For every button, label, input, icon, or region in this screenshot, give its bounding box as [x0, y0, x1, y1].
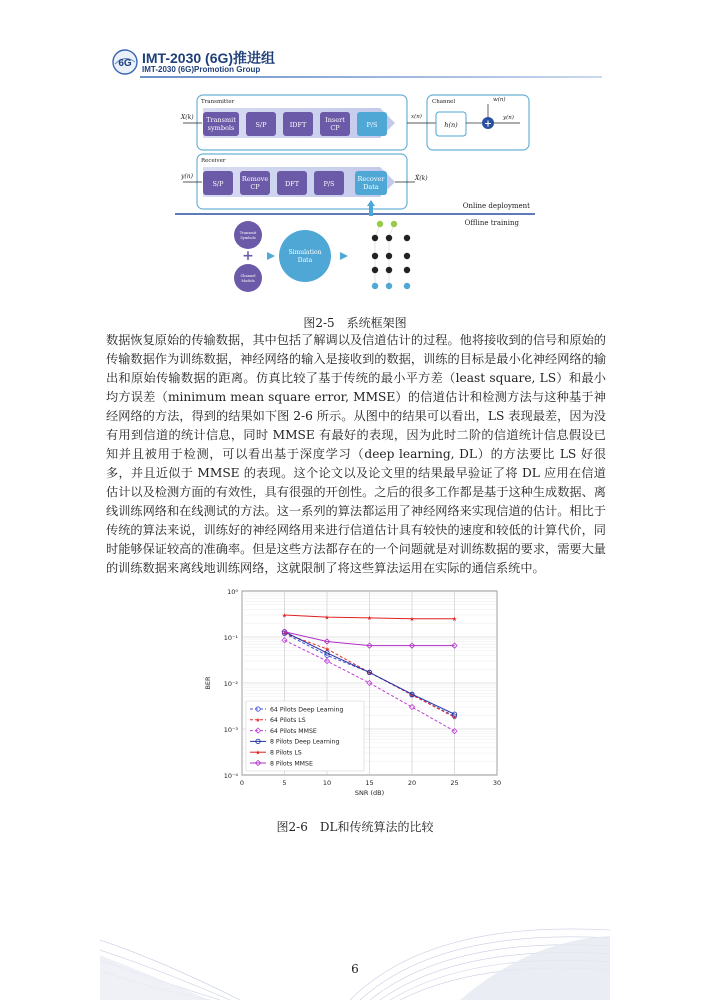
neural-network-icon [372, 221, 410, 289]
legend-entry: 8 Pilots MMSE [270, 760, 313, 768]
svg-text:Data: Data [297, 257, 313, 264]
x-tick-label: 25 [450, 779, 459, 787]
transmit-symbols-node [234, 221, 262, 249]
header-divider [140, 76, 602, 78]
legend-entry: 64 Pilots LS [270, 717, 306, 725]
header-subtitle: IMT-2030 (6G)Promotion Group [142, 65, 261, 74]
svg-text:Remove: Remove [241, 175, 269, 183]
receiver-label: Receiver [201, 158, 226, 164]
data-point: ★ [366, 615, 373, 623]
data-point: ★ [324, 646, 330, 654]
system-framework-diagram [175, 90, 535, 305]
x-tick-label: 10 [322, 779, 332, 787]
footer-wave-decoration [100, 900, 610, 1000]
y-tick-label: 10⁻² [223, 680, 238, 688]
legend-entry: 8 Pilots LS [270, 749, 302, 757]
y-tick-label: 10⁻¹ [223, 634, 238, 642]
data-point: ★ [281, 630, 288, 638]
data-point: ★ [409, 692, 415, 700]
data-point: ★ [324, 614, 330, 622]
svg-text:Recover: Recover [357, 175, 385, 183]
y-axis-label: BER [204, 676, 212, 690]
offline-label: Offline training [464, 219, 519, 227]
channel-in-label: x(n) [411, 114, 422, 120]
transmitter-label: Transmitter [201, 99, 235, 105]
online-label: Online deployment [462, 202, 530, 210]
rx-output-label: X̂(k) [415, 175, 428, 182]
legend-entry: 64 Pilots MMSE [270, 727, 317, 735]
arrow-icon [267, 252, 275, 260]
svg-text:S/P: S/P [255, 121, 267, 129]
svg-text:CP: CP [330, 124, 340, 132]
header-title: IMT-2030 (6G)推进组 [142, 50, 276, 66]
x-tick-label: 30 [492, 779, 502, 787]
legend-entry: 64 Pilots Deep Learning [270, 706, 344, 714]
x-tick-label: 5 [282, 779, 287, 787]
svg-text:Transmit: Transmit [206, 116, 236, 124]
x-tick-label: 0 [239, 779, 245, 787]
ber-snr-chart [200, 585, 510, 800]
channel-label: Channel [432, 99, 456, 105]
svg-text:DFT: DFT [284, 180, 300, 188]
x-tick-label: 15 [365, 779, 374, 787]
legend-marker: ★ [255, 717, 261, 724]
svg-text:h(n): h(n) [444, 121, 458, 129]
tx-input-label: X(k) [181, 114, 194, 121]
rx-input-label: y(n) [181, 173, 193, 180]
data-point: ★ [281, 612, 288, 620]
data-point: ★ [409, 615, 415, 623]
svg-text:S/P: S/P [212, 180, 224, 188]
data-point: ★ [451, 615, 458, 623]
y-tick-label: 10⁻⁴ [223, 772, 238, 780]
arrow-icon-2 [340, 252, 348, 260]
legend-marker: ★ [255, 749, 261, 757]
x-axis-label: SNR (dB) [354, 789, 385, 797]
svg-text:6G: 6G [118, 58, 132, 69]
figure-2-5-caption: 图2-5 系统框架图 [303, 316, 407, 330]
figure-2-6-caption: 图2-6 DL和传统算法的比较 [276, 820, 434, 834]
channel-models-node [234, 264, 262, 292]
svg-text:symbols: symbols [207, 124, 235, 132]
svg-text:P/S: P/S [323, 180, 335, 188]
channel-out-label: y(n) [503, 115, 514, 121]
simulation-data-node [279, 230, 331, 282]
logo-icon [112, 49, 138, 75]
data-point: ★ [451, 714, 458, 722]
svg-text:IDFT: IDFT [289, 121, 307, 129]
x-tick-label: 20 [407, 779, 417, 787]
svg-text:Simulation: Simulation [288, 249, 322, 256]
svg-text:CP: CP [250, 183, 260, 191]
svg-text:P/S: P/S [366, 121, 378, 129]
svg-text:Data: Data [363, 183, 379, 191]
noise-label: w(n) [493, 97, 506, 103]
legend-entry: 8 Pilots Deep Learning [270, 738, 340, 746]
body-paragraph: 数据恢复原始的传输数据，其中包括了解调以及信道估计的过程。他将接收到的信号和原始的传输数据作为训练数据，神经网络的输入是接收到的数据，训练的目标是最小化神经网络的输出和原始传输数据的距离。仿真比较了基于传统的最小平方差（least square, LS）和最小均方误差（minimum mean square error, MMSE）的信道估计和检测方法与这种基于神经网络的方法，得到的结果如下图 2-6 所示。从图中的结果可以看出，LS 表现最差，因为没有用到信道的统计信息，同时 MMSE 有最好的表现，因为此时二阶的信道统计信息假设已知并且被用于检测，可以看出基于深度学习（deep learning, DL）的方法要比 LS 好很多，并且近似于 MMSE 的表现。这个论文以及论文里的结果最早验证了将 DL 应用在信道估计以及检测方面的有效性，具有很强的开创性。之后的很多工作都是基于这种生成数据、离线训练网络和在线测试的方法。这一系列的算法都运用了神经网络来实现信道的估计。相比于传统的算法来说，训练好的神经网络用来进行信道估计具有较快的速度和较低的计算代价，同时能够保证较高的准确率。但是这些方法都存在的一个问题就是对训练数据的要求，需要大量的训练数据来离线地训练网络，这就限制了将这些算法运用在实际的通信系统中。 [106, 333, 606, 575]
y-tick-label: 10⁻³ [223, 726, 238, 734]
y-tick-label: 10⁰ [227, 588, 238, 596]
plus-icon: + [242, 248, 254, 264]
svg-text:+: + [484, 119, 492, 130]
page-header [112, 46, 602, 82]
svg-text:Channel: Channel [240, 274, 256, 278]
svg-text:Insert: Insert [325, 116, 345, 124]
svg-text:Transmit: Transmit [239, 231, 257, 235]
svg-text:Models: Models [241, 279, 255, 283]
svg-text:Symbols: Symbols [240, 236, 256, 240]
data-point: ★ [366, 669, 373, 677]
page-number: 6 [351, 962, 359, 976]
